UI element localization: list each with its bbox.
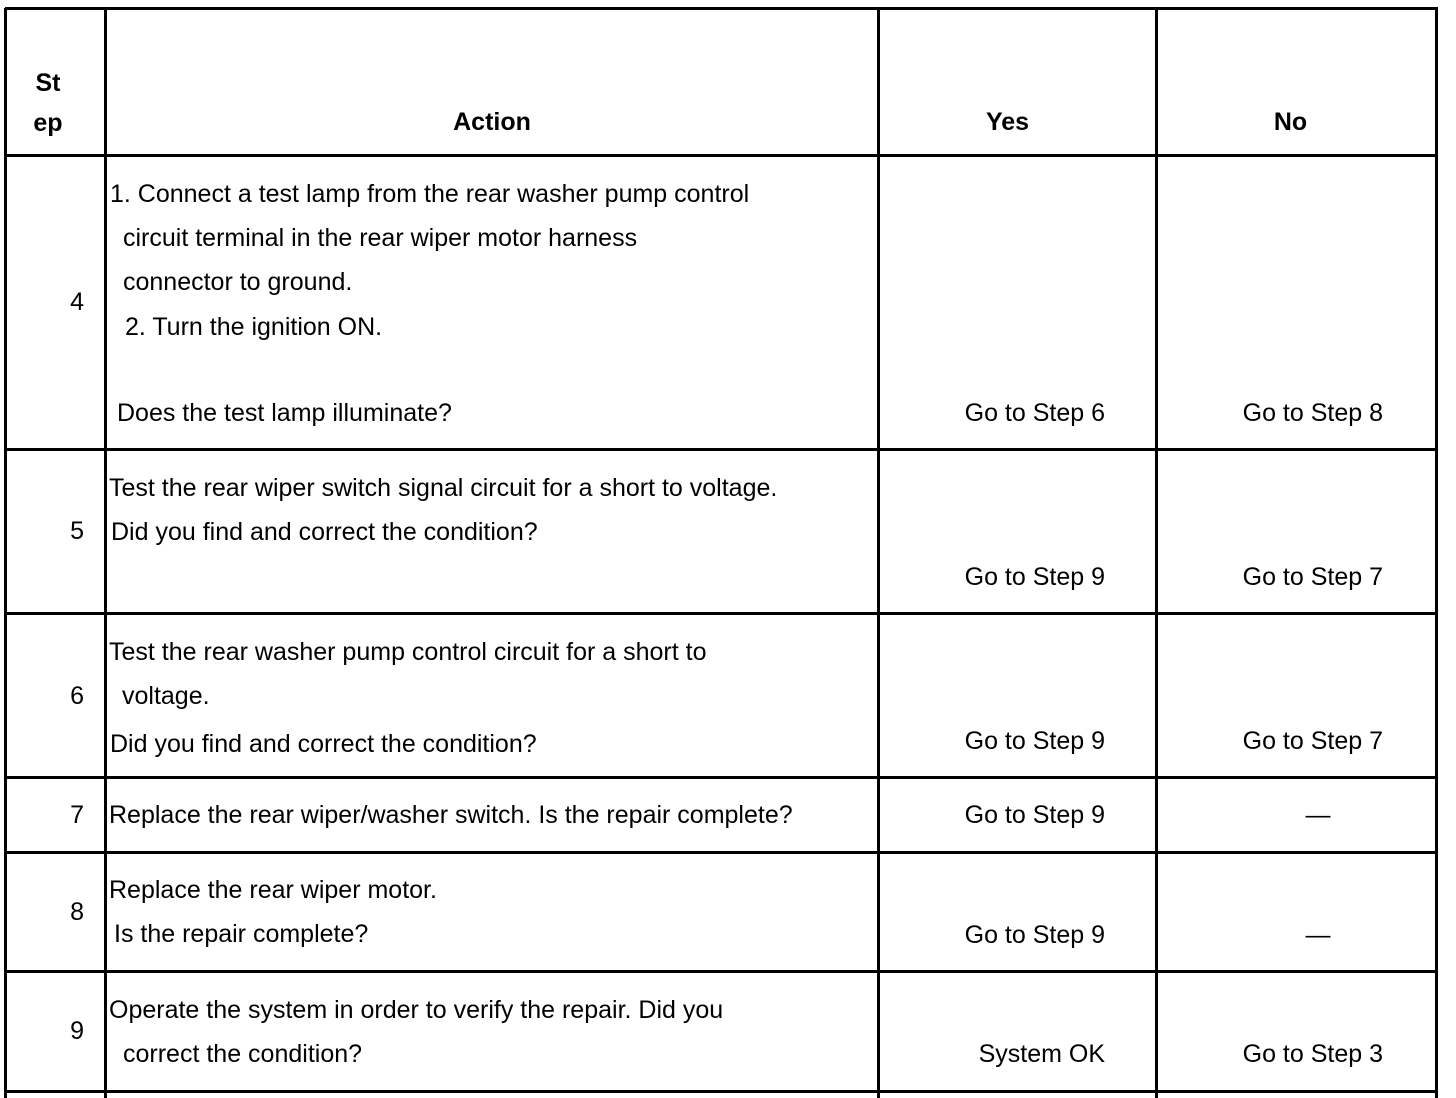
header-step-line2: ep [33,109,63,137]
step-number: 8 [70,898,84,926]
action-text: Operate the system in order to verify the repair. Did you [109,996,724,1024]
row-divider [5,448,1438,451]
table-border-top [5,7,1438,10]
yes-result: Go to Step 9 [964,727,1105,755]
row-divider [5,1090,1438,1093]
step-number: 4 [70,288,84,316]
action-question: Did you find and correct the condition? [110,730,537,758]
action-text: Test the rear washer pump control circuit for a short to [109,638,707,666]
action-question: Does the test lamp illuminate? [117,399,452,427]
row-divider [5,154,1438,157]
step-number: 5 [70,517,84,545]
action-text: circuit terminal in the rear wiper motor harness [123,224,638,252]
yes-result: Go to Step 9 [964,801,1105,829]
action-question: Is the repair complete? [114,920,369,948]
column-divider [4,8,7,1098]
action-question: correct the condition? [123,1040,363,1068]
header-action: Action [453,108,531,136]
action-text: Replace the rear wiper motor. [109,876,437,904]
action-text: 2. Turn the ignition ON. [125,313,383,341]
no-result: — [1305,801,1331,829]
no-result: Go to Step 7 [1242,727,1383,755]
row-divider [5,612,1438,615]
yes-result: Go to Step 6 [964,399,1105,427]
action-text: Replace the rear wiper/washer switch. Is the repair complete? [109,801,793,829]
action-text: Test the rear wiper switch signal circuit for a short to voltage. [109,474,778,502]
row-divider [5,970,1438,973]
no-result: Go to Step 7 [1242,563,1383,591]
yes-result: Go to Step 9 [964,921,1105,949]
header-step-line1: St [35,69,61,97]
no-result: — [1305,921,1331,949]
yes-result: Go to Step 9 [964,563,1105,591]
row-divider [5,851,1438,854]
column-divider [1435,8,1438,1098]
row-divider [5,776,1438,779]
step-number: 9 [70,1017,84,1045]
action-text: 1. Connect a test lamp from the rear washer pump control [110,180,750,208]
step-number: 7 [70,801,84,829]
action-question: Did you find and correct the condition? [111,518,538,546]
step-number: 6 [70,682,84,710]
no-result: Go to Step 3 [1242,1040,1383,1068]
action-text: voltage. [122,682,210,710]
header-yes: Yes [985,108,1030,136]
action-text: connector to ground. [123,268,353,296]
yes-result: System OK [978,1040,1105,1068]
column-divider [1155,8,1158,1098]
no-result: Go to Step 8 [1242,399,1383,427]
header-no: No [1273,108,1308,136]
column-divider [104,8,107,1098]
